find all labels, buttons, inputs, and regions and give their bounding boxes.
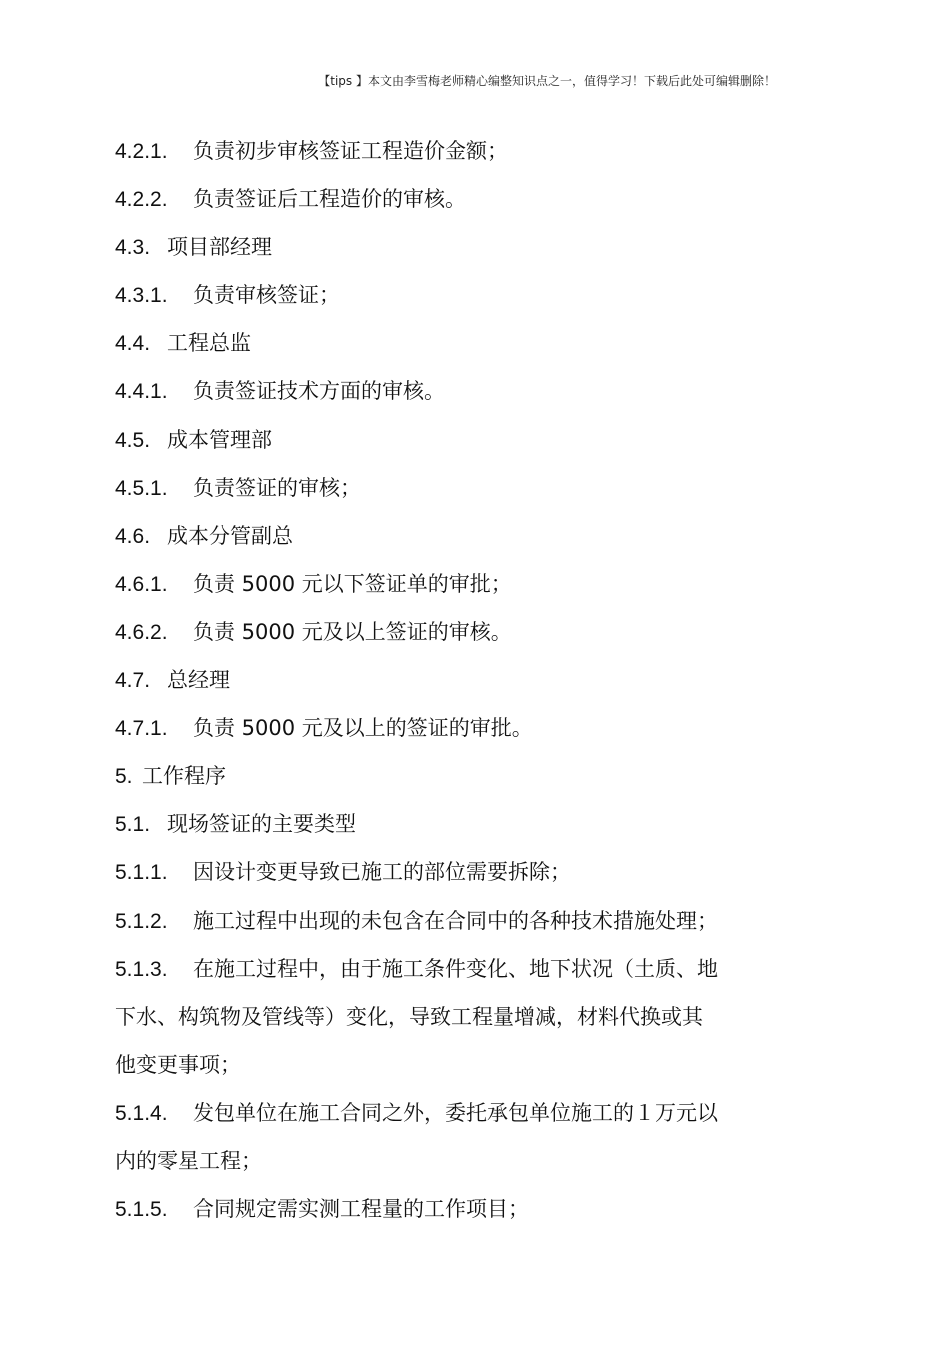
list-item [115, 175, 770, 223]
item-number: 4.4. [115, 332, 151, 356]
item-number: 5.1. [115, 813, 151, 837]
section-heading [115, 319, 770, 367]
list-item [115, 464, 770, 512]
item-text: 内的零星工程； [115, 1148, 262, 1173]
list-item [115, 127, 770, 175]
document-body [115, 127, 770, 1233]
item-number: 4.5.1. [115, 476, 168, 500]
item-text: 负责签证的审核； [193, 475, 361, 500]
item-text: 合同规定需实测工程量的工作项目； [193, 1197, 529, 1222]
item-number: 4.3. [115, 236, 151, 260]
item-text: 现场签证的主要类型 [167, 812, 356, 837]
item-number: 4.2.1. [115, 140, 168, 163]
item-number: 4.5. [115, 428, 151, 452]
item-text: 总经理 [167, 668, 230, 693]
item-number: 5.1.5. [115, 1198, 168, 1222]
list-item [115, 704, 770, 752]
item-text: 负责 5000 元及以上的签证的审批。 [193, 716, 533, 741]
list-item [115, 560, 770, 608]
item-text: 负责初步审核签证工程造价金额； [193, 139, 508, 163]
list-item [115, 367, 770, 415]
list-item [115, 1185, 770, 1233]
item-text: 成本分管副总 [167, 523, 293, 548]
list-item [115, 1089, 770, 1137]
item-text: 因设计变更导致已施工的部位需要拆除； [193, 860, 571, 885]
list-item [115, 897, 770, 945]
item-number: 4.2.2. [115, 188, 168, 212]
list-item [115, 608, 770, 656]
section-heading [115, 223, 770, 271]
item-text: 发包单位在施工合同之外，委托承包单位施工的１万元以 [193, 1100, 718, 1125]
list-item [115, 848, 770, 896]
section-heading [115, 512, 770, 560]
item-number: 4.7. [115, 669, 151, 693]
item-number: 4.6. [115, 524, 151, 548]
continuation-line [115, 993, 770, 1041]
item-text: 施工过程中出现的未包含在合同中的各种技术措施处理； [193, 908, 718, 933]
item-text: 负责 5000 元及以上签证的审核。 [193, 619, 512, 644]
item-text: 工作程序 [142, 764, 226, 789]
item-number: 5.1.1. [115, 861, 168, 885]
item-number: 5.1.4. [115, 1101, 168, 1125]
item-number: 4.6.1. [115, 572, 168, 596]
item-number: 5.1.2. [115, 909, 168, 933]
continuation-line [115, 1137, 770, 1185]
item-number: 4.4.1. [115, 380, 168, 404]
item-text: 负责签证技术方面的审核。 [193, 379, 445, 404]
chapter-heading [115, 752, 770, 800]
item-text: 项目部经理 [167, 235, 272, 260]
item-number: 4.3.1. [115, 284, 168, 308]
item-number: 4.6.2. [115, 620, 168, 644]
item-text: 他变更事项； [115, 1052, 241, 1077]
continuation-line [115, 1041, 770, 1089]
item-text: 负责签证后工程造价的审核。 [193, 187, 466, 212]
list-item [115, 271, 770, 319]
item-number: 5.1.3. [115, 957, 168, 981]
section-heading [115, 800, 770, 848]
item-text: 成本管理部 [167, 427, 272, 452]
item-text: 下水、构筑物及管线等）变化，导致工程量增减，材料代换或其 [115, 1004, 703, 1029]
item-number: 5. [115, 765, 133, 789]
section-heading [115, 416, 770, 464]
item-text: 在施工过程中，由于施工条件变化、地下状况（土质、地 [193, 956, 718, 981]
list-item [115, 945, 770, 993]
item-text: 负责 5000 元以下签证单的审批； [193, 571, 512, 596]
item-text: 工程总监 [167, 331, 251, 356]
section-heading [115, 656, 770, 704]
item-number: 4.7.1. [115, 717, 168, 741]
header-tip: 【tips 】本文由李雪梅老师精心编整知识点之一，值得学习！下载后此处可编辑删除！ [318, 74, 776, 88]
item-text: 负责审核签证； [193, 283, 340, 308]
